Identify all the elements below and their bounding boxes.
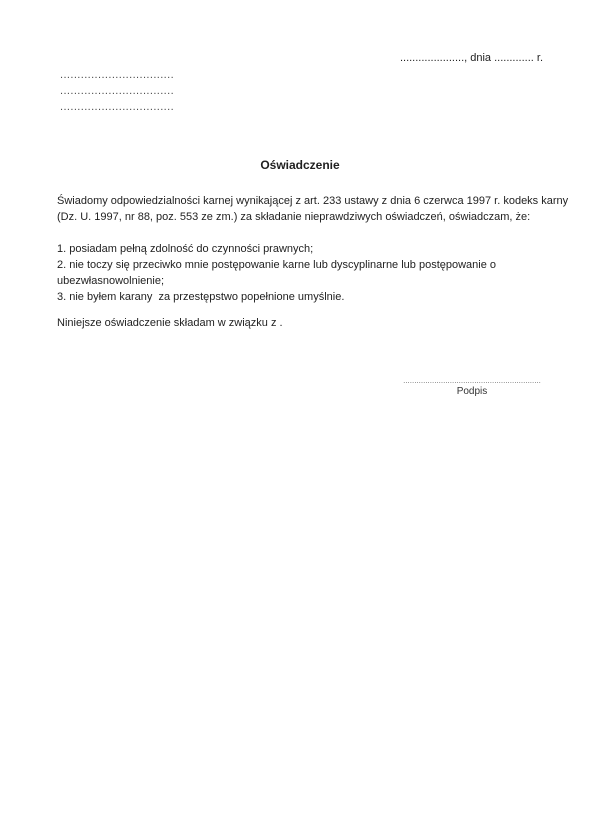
statement-line: 3. nie byłem karany za przestępstwo popełnione umyślnie. — [57, 291, 345, 303]
sender-block — [60, 67, 174, 115]
signature-label: Podpis — [456, 386, 488, 397]
signature-dotted-line: .............................................................. — [403, 376, 541, 385]
sender-dotted-line: ................................. — [60, 85, 175, 97]
document-title: Oświadczenie — [260, 158, 340, 172]
statement-line: 1. posiadam pełną zdolność do czynności prawnych; — [57, 243, 314, 255]
sender-dotted-line: ................................. — [60, 69, 175, 81]
statement-line: ubezwłasnowolnienie; — [57, 275, 165, 287]
intro-paragraph — [57, 193, 568, 225]
closing-line: Niniejsze oświadczenie składam w związku z . — [57, 317, 283, 329]
intro-line: Świadomy odpowiedzialności karnej wynikającej z art. 233 ustawy z dnia 6 czerwca 1997 r. kodeks karny — [57, 195, 569, 207]
signature-block — [401, 376, 543, 398]
date-line: ....................., dnia ............. r. — [399, 52, 543, 64]
intro-line: (Dz. U. 1997, nr 88, poz. 553 ze zm.) za składanie nieprawdziwych oświadczeń, oświadczam, że: — [57, 211, 531, 223]
statements-list — [57, 241, 496, 305]
sender-dotted-line: ................................. — [60, 101, 175, 113]
statement-line: 2. nie toczy się przeciwko mnie postępowanie karne lub dyscyplinarne lub postępowanie o — [57, 259, 497, 271]
